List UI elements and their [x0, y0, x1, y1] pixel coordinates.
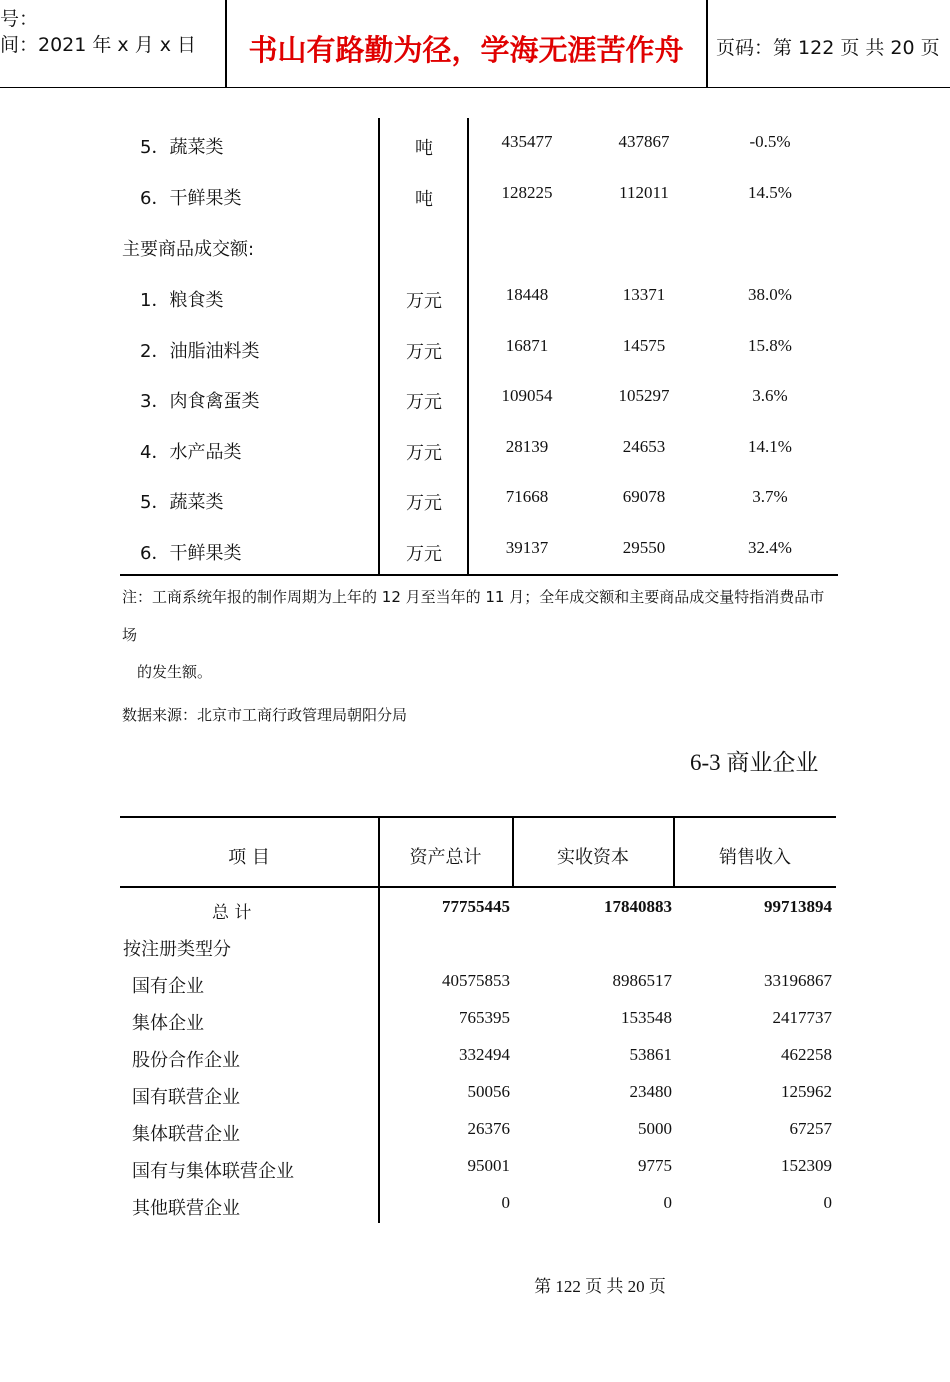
row-growth-rate: -0.5% — [749, 132, 791, 151]
row-sales: 0 — [823, 1193, 832, 1212]
row-value-current: 109054 — [501, 386, 553, 405]
table1-divider-values — [467, 118, 469, 574]
note-line-3: 的发生额。 — [137, 663, 213, 681]
table1-divider-unit — [378, 118, 380, 574]
row-unit: 万元 — [406, 342, 442, 363]
row-unit: 万元 — [406, 544, 442, 565]
row-item: 6．干鲜果类 — [140, 188, 242, 209]
row-value-current: 39137 — [505, 538, 549, 557]
row-sales: 125962 — [781, 1082, 832, 1101]
total-sales: 99713894 — [764, 897, 832, 916]
row-capital: 23480 — [629, 1082, 672, 1101]
row-unit: 万元 — [406, 392, 442, 413]
row-growth-rate: 3.7% — [752, 487, 788, 506]
table2-top-rule — [120, 816, 836, 818]
row-sales: 152309 — [781, 1156, 832, 1175]
row-value-previous: 29550 — [622, 538, 666, 557]
row-value-current: 18448 — [505, 285, 549, 304]
row-sales: 2417737 — [772, 1008, 832, 1027]
total-label: 总 计 — [212, 903, 252, 923]
row-value-previous: 112011 — [619, 183, 669, 202]
row-item: 集体联营企业 — [132, 1124, 240, 1145]
row-growth-rate: 15.8% — [748, 336, 792, 355]
row-capital: 9775 — [638, 1156, 672, 1175]
section-title: 6-3 商业企业 — [690, 750, 819, 775]
row-value-previous: 437867 — [618, 132, 670, 151]
total-assets: 77755445 — [442, 897, 510, 916]
row-item: 其他联营企业 — [132, 1198, 240, 1219]
row-growth-rate: 14.5% — [748, 183, 792, 202]
row-item: 股份合作企业 — [132, 1050, 240, 1071]
header-doc-number: 号： — [0, 8, 39, 30]
row-value-current: 16871 — [505, 336, 549, 355]
header-date: 间：2021 年 x 月 x 日 — [0, 34, 197, 56]
row-item: 6．干鲜果类 — [140, 543, 242, 564]
note-line-1: 注：工商系统年报的制作周期为上年的 12 月至当年的 11 月；全年成交额和主要商品成交量特指消费品市 — [122, 588, 825, 606]
row-value-previous: 13371 — [622, 285, 666, 304]
row-assets: 95001 — [467, 1156, 510, 1175]
row-assets: 40575853 — [442, 971, 510, 990]
header-page-info: 页码：第 122 页 共 20 页 — [716, 37, 940, 59]
row-item: 2．油脂油料类 — [140, 341, 260, 362]
row-unit: 万元 — [406, 291, 442, 312]
column-header-sales: 销售收入 — [719, 847, 791, 868]
row-value-current: 435477 — [501, 132, 553, 151]
row-value-previous: 24653 — [622, 437, 666, 456]
table1-bottom-rule — [120, 574, 838, 576]
page-footer: 第 122 页 共 20 页 — [534, 1277, 666, 1296]
row-capital: 8986517 — [612, 971, 672, 990]
row-capital: 0 — [663, 1193, 672, 1212]
row-assets: 765395 — [459, 1008, 510, 1027]
row-capital: 53861 — [629, 1045, 672, 1064]
row-item: 3．肉食禽蛋类 — [140, 391, 260, 412]
row-value-current: 128225 — [501, 183, 553, 202]
row-sales: 33196867 — [764, 971, 832, 990]
row-value-current: 28139 — [505, 437, 549, 456]
row-item: 1．粮食类 — [140, 290, 224, 311]
row-assets: 0 — [501, 1193, 510, 1212]
row-assets: 50056 — [467, 1082, 510, 1101]
total-capital: 17840883 — [604, 897, 672, 916]
section-label: 主要商品成交额: — [122, 239, 255, 260]
row-assets: 332494 — [459, 1045, 510, 1064]
page-header — [0, 0, 950, 88]
row-value-previous: 14575 — [622, 336, 666, 355]
row-item: 集体企业 — [132, 1013, 204, 1034]
row-value-current: 71668 — [505, 487, 549, 506]
column-header-item: 项 目 — [228, 847, 270, 868]
row-capital: 153548 — [621, 1008, 672, 1027]
row-unit: 万元 — [406, 443, 442, 464]
row-value-previous: 105297 — [618, 386, 670, 405]
row-value-previous: 69078 — [622, 487, 666, 506]
table2-header-rule — [120, 886, 836, 888]
data-source: 数据来源：北京市工商行政管理局朝阳分局 — [122, 706, 408, 724]
header-motto: 书山有路勤为径，学海无涯苦作舟 — [248, 33, 684, 67]
row-unit: 吨 — [415, 189, 433, 210]
row-growth-rate: 14.1% — [748, 437, 792, 456]
row-sales: 462258 — [781, 1045, 832, 1064]
row-sales: 67257 — [789, 1119, 832, 1138]
row-item: 国有联营企业 — [132, 1087, 240, 1108]
row-unit: 吨 — [415, 138, 433, 159]
row-growth-rate: 3.6% — [752, 386, 788, 405]
row-capital: 5000 — [638, 1119, 672, 1138]
group-label: 按注册类型分 — [123, 939, 231, 960]
column-header-capital: 实收资本 — [557, 847, 629, 868]
row-item: 国有与集体联营企业 — [132, 1161, 294, 1182]
row-item: 4．水产品类 — [140, 442, 242, 463]
row-item: 5．蔬菜类 — [140, 137, 224, 158]
row-item: 国有企业 — [132, 976, 204, 997]
note-line-2: 场 — [122, 626, 138, 644]
row-unit: 万元 — [406, 493, 442, 514]
header-divider-right — [706, 0, 708, 87]
row-item: 5．蔬菜类 — [140, 492, 224, 513]
row-growth-rate: 38.0% — [748, 285, 792, 304]
row-growth-rate: 32.4% — [748, 538, 792, 557]
row-assets: 26376 — [467, 1119, 510, 1138]
column-header-assets: 资产总计 — [409, 847, 482, 868]
